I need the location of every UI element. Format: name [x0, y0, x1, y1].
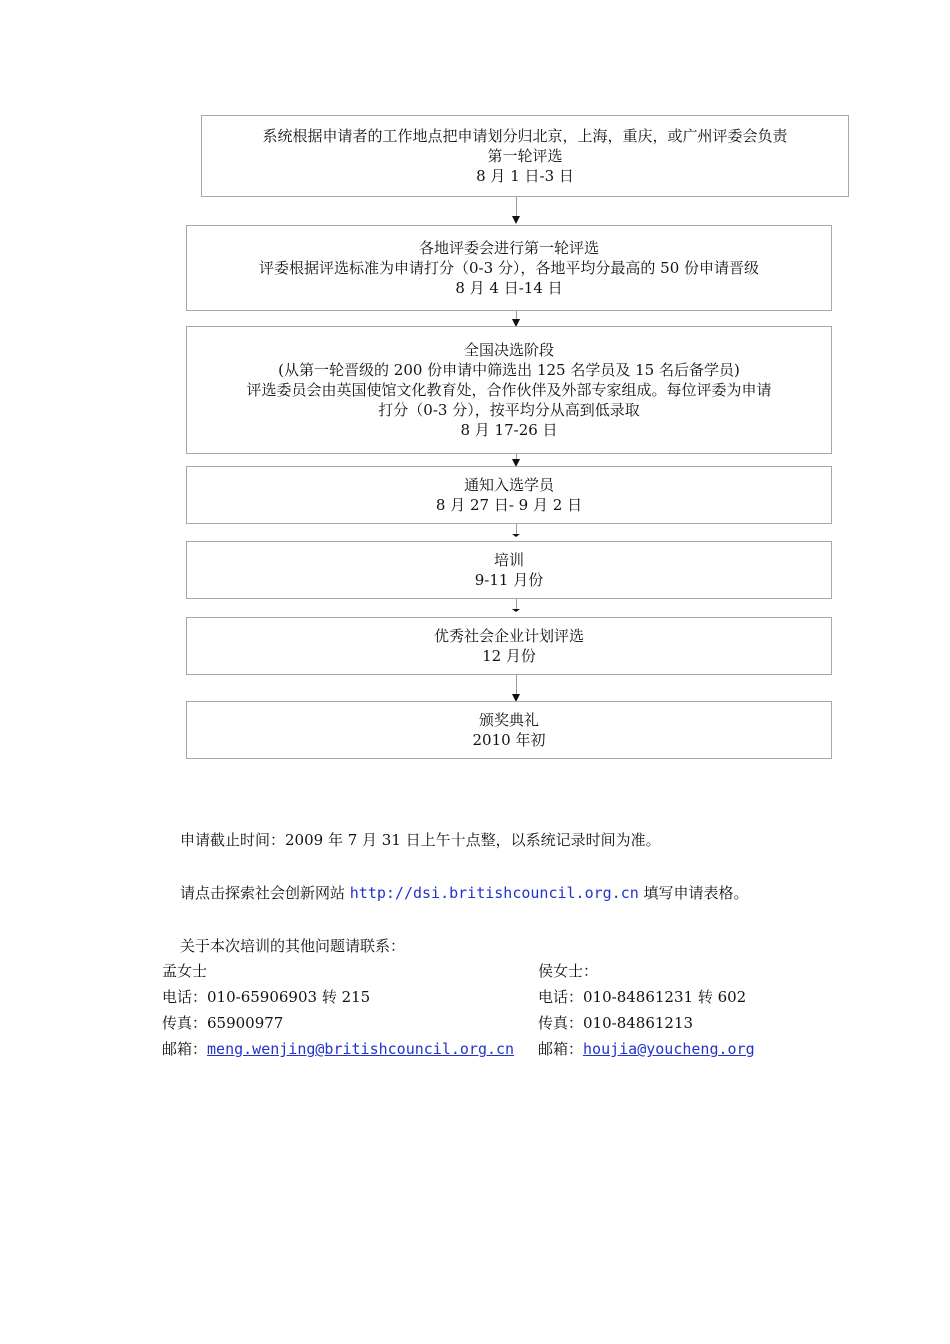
flow-step-7: [186, 701, 832, 759]
flow-step-5: [186, 541, 832, 599]
contact-2-email-link[interactable]: houjia@youcheng.org: [583, 1040, 755, 1058]
contact-2-phone: 电话：010-84861231 转 602: [538, 988, 747, 1006]
flow-step-date: 2010 年初: [472, 731, 546, 749]
flow-step-3: [186, 326, 832, 454]
deadline-text: 申请截止时间：2009 年 7 月 31 日上午十点整，以系统记录时间为准。: [180, 831, 661, 849]
flow-arrow: [516, 675, 517, 702]
flow-step-text: 第一轮评选: [487, 147, 563, 165]
flow-step-text: 评委根据评选标准为申请打分（0-3 分），各地平均分最高的 50 份申请晋级: [258, 259, 760, 277]
flow-step-text: 优秀社会企业计划评选: [433, 627, 584, 645]
flow-step-text: 系统根据申请者的工作地点把申请划分归北京，上海，重庆，或广州评委会负责: [262, 127, 788, 145]
contact-intro: 关于本次培训的其他问题请联系：: [180, 937, 406, 955]
website-link[interactable]: http://dsi.britishcouncil.org.cn: [349, 884, 639, 902]
flow-arrow: [516, 311, 517, 327]
flow-step-6: [186, 617, 832, 675]
email-label: 邮箱：: [538, 1040, 584, 1058]
flow-step-date: 8 月 17-26 日: [460, 421, 558, 439]
contact-1-name: 孟女士: [162, 962, 208, 980]
flow-step-2: [186, 225, 832, 311]
flow-step-text: 颁奖典礼: [478, 711, 539, 729]
contact-2-name: 侯女士：: [538, 962, 599, 980]
flow-step-text: 培训: [493, 551, 524, 569]
flow-step-text: 评选委员会由英国使馆文化教育处，合作伙伴及外部专家组成。每位评委为申请: [246, 381, 772, 399]
website-suffix: 填写申请表格。: [638, 884, 749, 902]
website-prefix: 请点击探索社会创新网站: [180, 884, 350, 902]
flow-step-date: 12 月份: [482, 647, 536, 665]
contact-2-email-line: [538, 1039, 755, 1059]
flow-step-text: (从第一轮晋级的 200 份申请中筛选出 125 名学员及 15 名后备学员): [278, 361, 740, 379]
contact-1-fax: 传真：65900977: [162, 1014, 284, 1032]
flow-step-1: [201, 115, 849, 197]
contact-1-email-link[interactable]: meng.wenjing@britishcouncil.org.cn: [207, 1040, 515, 1058]
flow-arrow: [516, 197, 517, 225]
flow-step-date: 9-11 月份: [474, 571, 544, 589]
flow-step-date: 8 月 27 日- 9 月 2 日: [435, 496, 583, 514]
flow-step-date: 8 月 4 日-14 日: [455, 279, 563, 297]
flow-step-date: 8 月 1 日-3 日: [476, 167, 574, 185]
flow-arrow: [516, 524, 517, 542]
email-label: 邮箱：: [162, 1040, 208, 1058]
flow-arrow: [516, 599, 517, 617]
contact-1-phone: 电话：010-65906903 转 215: [162, 988, 371, 1006]
website-line: [180, 883, 749, 903]
flow-step-text: 通知入选学员: [463, 476, 554, 494]
flow-step-text: 打分（0-3 分），按平均分从高到低录取: [378, 401, 640, 419]
flow-step-text: 全国决选阶段: [463, 341, 554, 359]
contact-2-fax: 传真：010-84861213: [538, 1014, 694, 1032]
contact-1-email-line: [162, 1039, 514, 1059]
flow-step-text: 各地评委会进行第一轮评选: [418, 239, 599, 257]
flow-step-4: [186, 466, 832, 524]
